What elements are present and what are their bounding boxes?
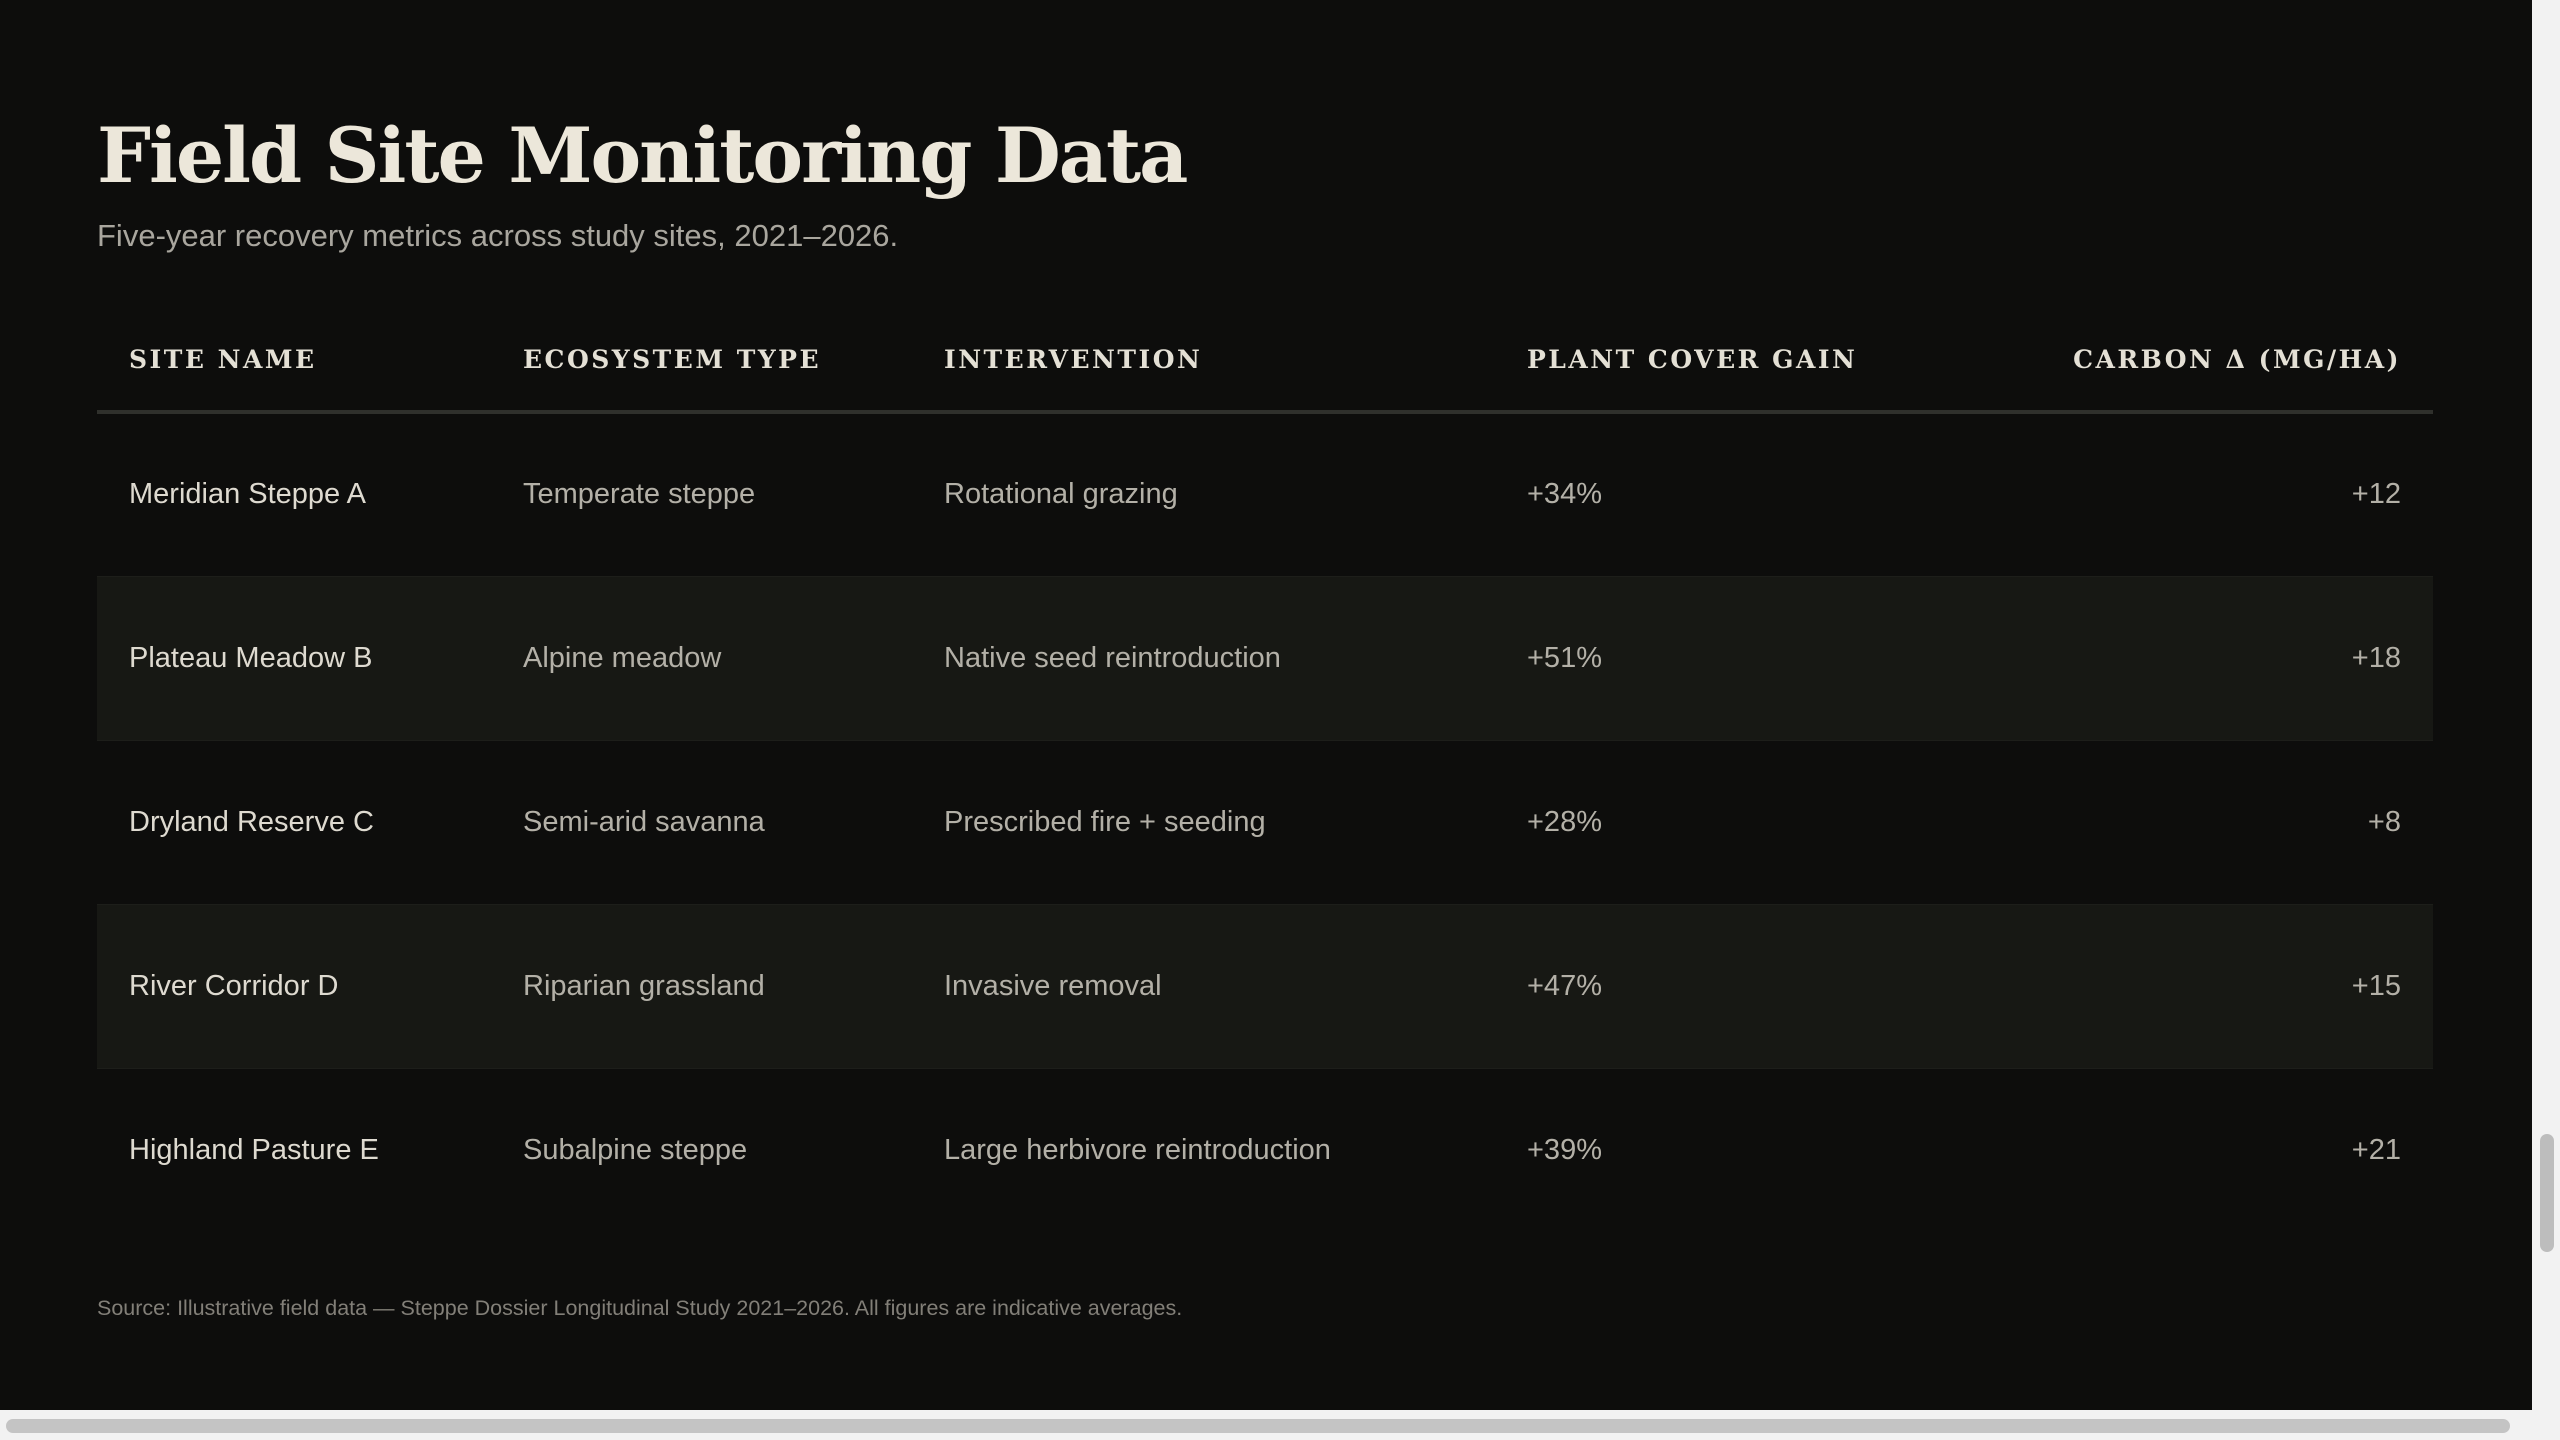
- cell-plant-cover-gain: +47%: [1495, 904, 1940, 1068]
- cell-site-name: Highland Pasture E: [129, 1133, 379, 1166]
- cell-site-name: River Corridor D: [97, 904, 491, 1068]
- cell-intervention: Prescribed fire + seeding: [912, 740, 1495, 904]
- horizontal-scrollbar-thumb[interactable]: [6, 1419, 2510, 1433]
- header-site-name: SITE NAME: [97, 308, 491, 412]
- cell-intervention: Invasive removal: [912, 904, 1495, 1068]
- header-plant-cover-gain: PLANT COVER GAIN: [1495, 308, 1940, 412]
- cell-intervention: Native seed reintroduction: [912, 576, 1495, 740]
- cell-site-name: Plateau Meadow B: [97, 576, 491, 740]
- cell-plant-cover-gain: +28%: [1495, 740, 1940, 904]
- cell-carbon-delta: +15: [1940, 904, 2433, 1068]
- cell-site-name: Meridian Steppe A: [97, 412, 491, 576]
- cell-plant-cover-gain: +51%: [1495, 576, 1940, 740]
- table-row: [97, 904, 2433, 1068]
- source-note: Source: Illustrative field data — Steppe Dossier Longitudinal Study 2021–2026. All figures are indicative averages.: [97, 1296, 1183, 1320]
- table-row: [97, 576, 2433, 740]
- cell-ecosystem-type: Alpine meadow: [491, 576, 912, 740]
- cell-plant-cover-gain: +39%: [1527, 1133, 1602, 1166]
- cell-ecosystem-type: Temperate steppe: [491, 412, 912, 576]
- table-row: [97, 740, 2433, 904]
- cell-carbon-delta: +21: [2351, 1133, 2401, 1166]
- cell-site-name: Dryland Reserve C: [97, 740, 491, 904]
- header-carbon-delta: CARBON Δ (MG/HA): [1940, 308, 2433, 412]
- header-intervention: INTERVENTION: [912, 308, 1495, 412]
- table-row: [97, 412, 2433, 576]
- vertical-scrollbar-thumb[interactable]: [2540, 1134, 2554, 1252]
- header-ecosystem-type: ECOSYSTEM TYPE: [491, 308, 912, 412]
- cell-intervention: Rotational grazing: [912, 412, 1495, 576]
- scrollbar-corner: [2532, 1410, 2560, 1440]
- page-subtitle: Five-year recovery metrics across study sites, 2021–2026.: [97, 218, 899, 253]
- table-header-row: [97, 308, 2433, 412]
- cell-carbon-delta: +8: [1940, 740, 2433, 904]
- cell-carbon-delta: +12: [1940, 412, 2433, 576]
- monitoring-data-table: [97, 308, 2433, 1232]
- horizontal-scrollbar[interactable]: [0, 1410, 2560, 1440]
- page-title: Field Site Monitoring Data: [97, 111, 1187, 200]
- cell-carbon-delta: +18: [1940, 576, 2433, 740]
- cell-ecosystem-type: Riparian grassland: [491, 904, 912, 1068]
- cell-ecosystem-type: Semi-arid savanna: [491, 740, 912, 904]
- vertical-scrollbar[interactable]: [2532, 0, 2560, 1410]
- table-row: [97, 1068, 2433, 1232]
- cell-intervention: Large herbivore reintroduction: [944, 1133, 1331, 1166]
- cell-ecosystem-type: Subalpine steppe: [523, 1133, 748, 1166]
- cell-plant-cover-gain: +34%: [1495, 412, 1940, 576]
